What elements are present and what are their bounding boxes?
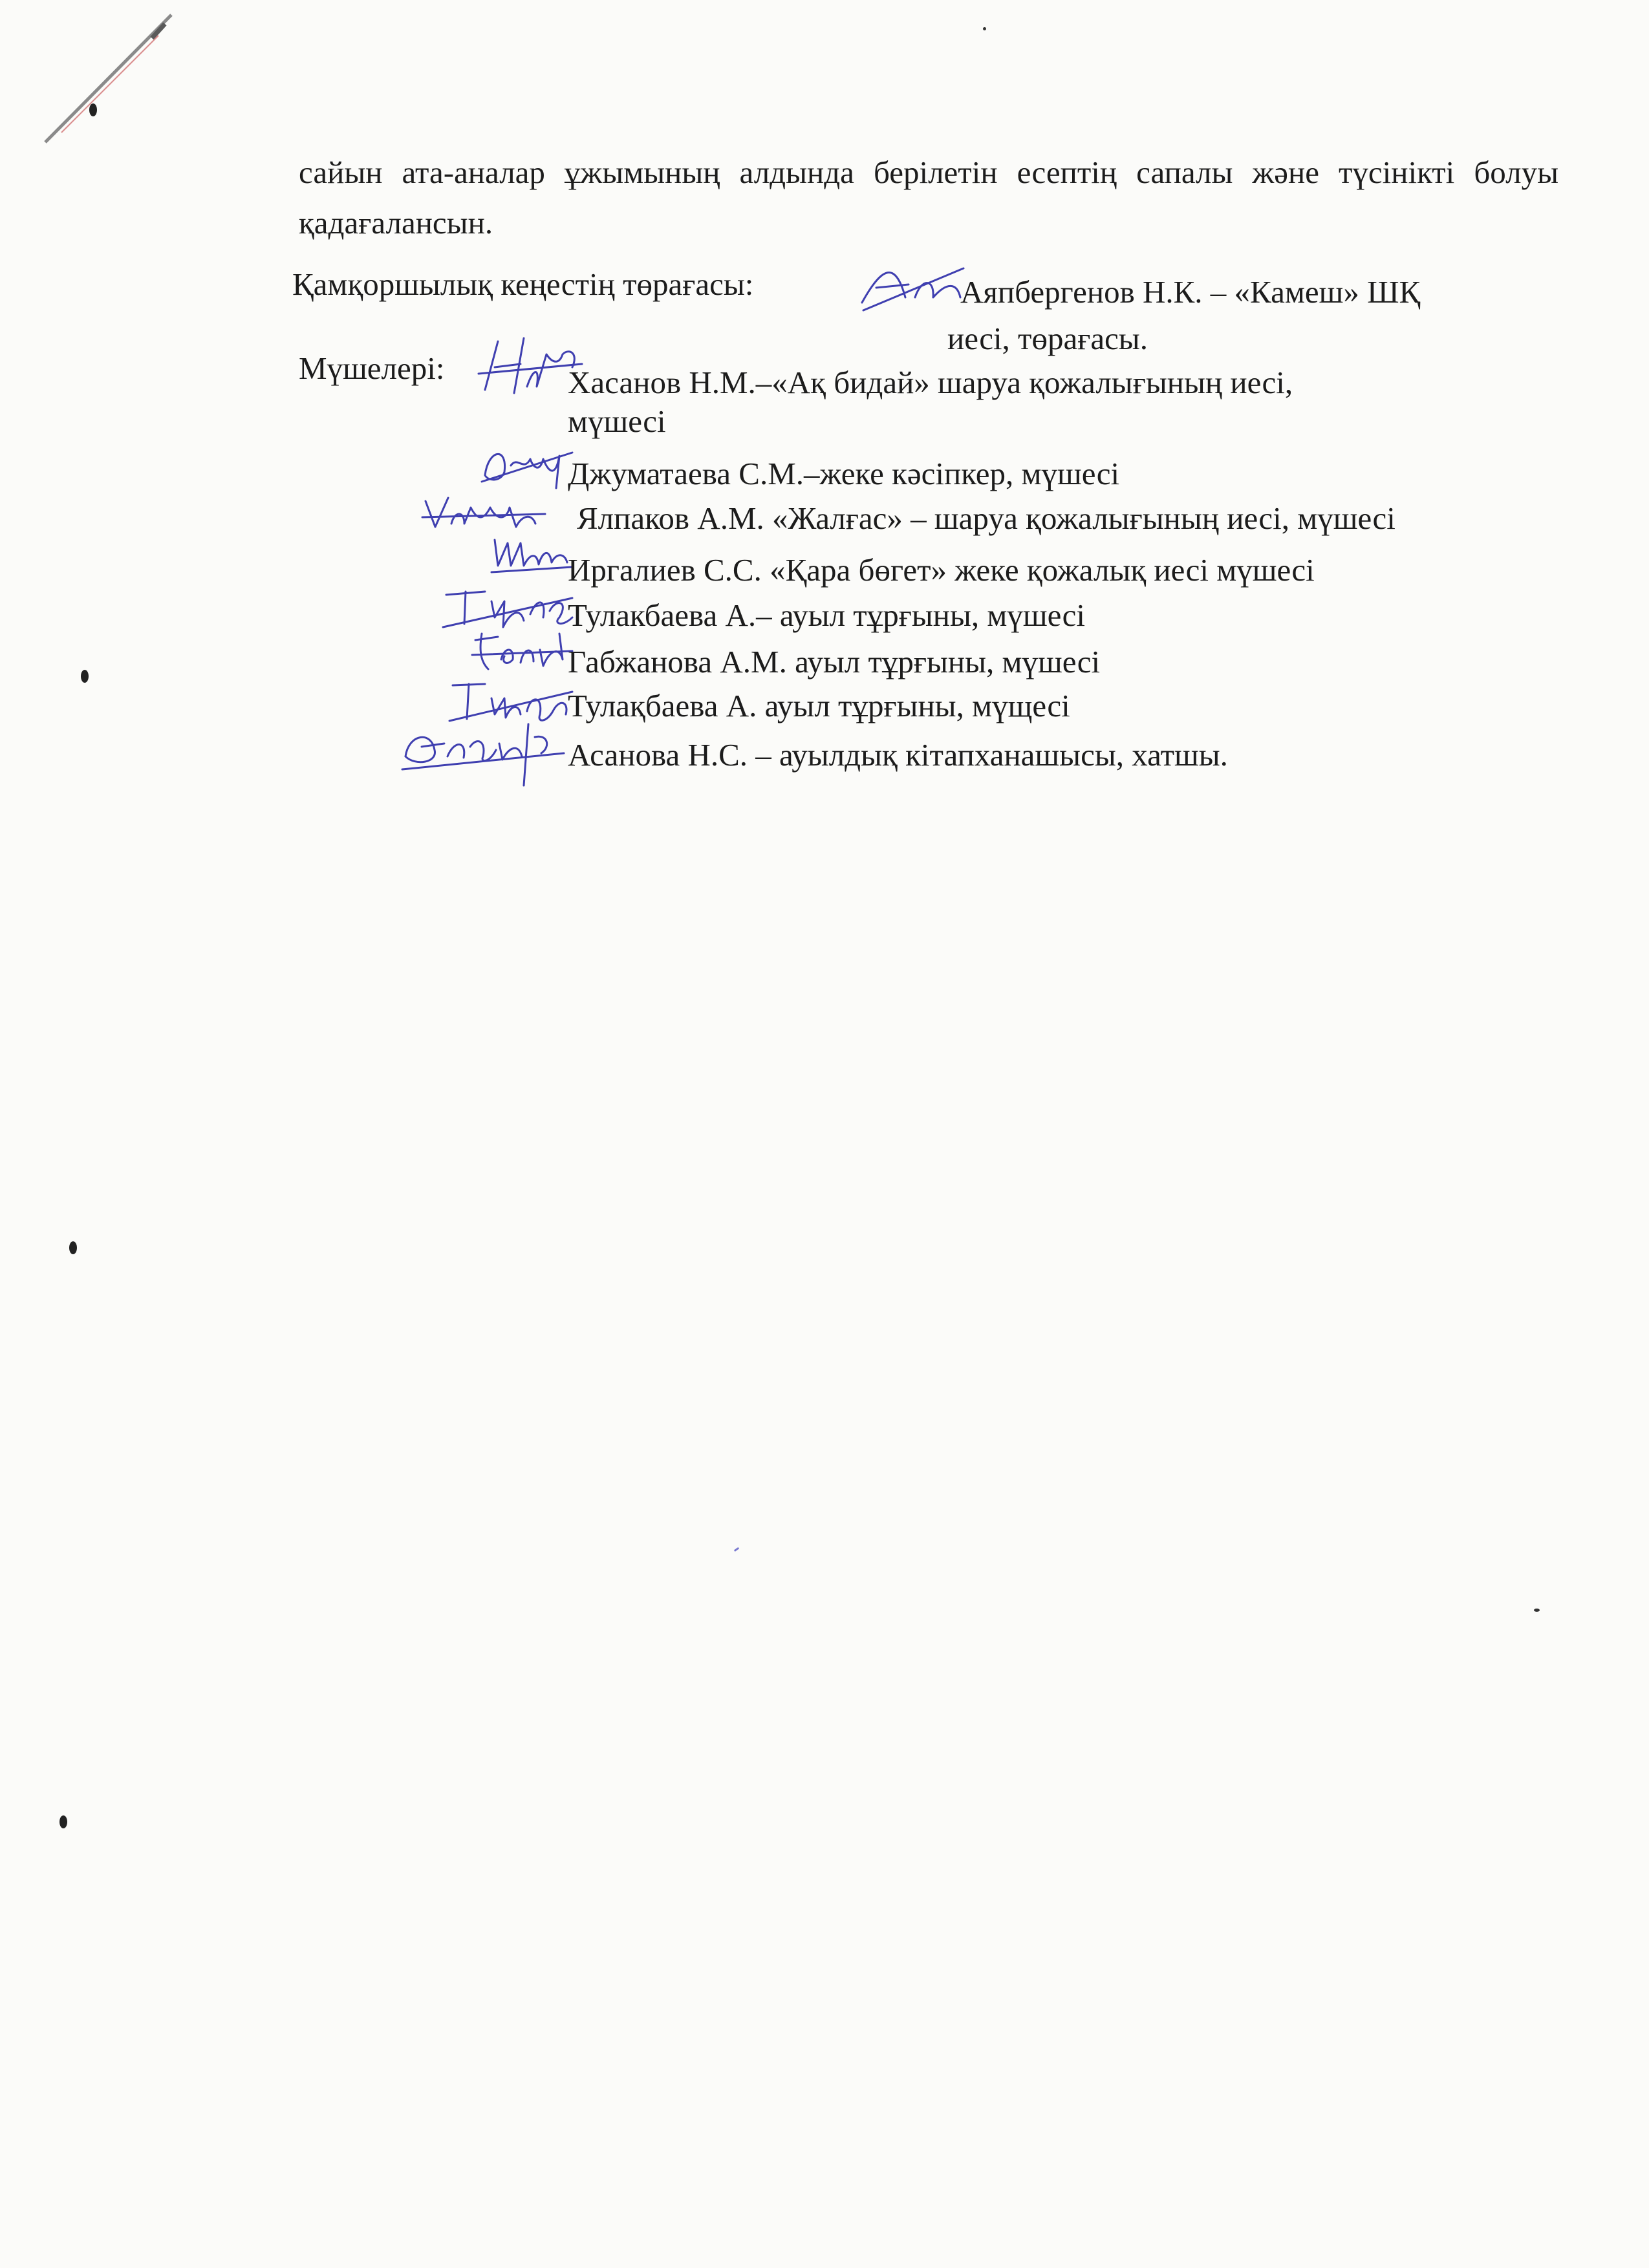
speck xyxy=(1534,1609,1540,1612)
member-3-line-1: Ялпаков А.М. «Жалғас» – шаруа қожалығының иесі, мүшесі xyxy=(577,500,1396,536)
member-5-line-1: Тулакбаева А.– ауыл тұрғыны, мүшесі xyxy=(568,597,1085,633)
member-1-line-1: Хасанов Н.М.–«Ақ бидай» шаруа қожалығының иесі, xyxy=(568,365,1293,400)
members-label: Мүшелері: xyxy=(299,350,445,386)
member-8-line-1: Асанова Н.С. – ауылдық кітапханашысы, хатшы. xyxy=(568,737,1228,773)
member-6-line-1: Габжанова А.М. ауыл тұрғыны, мүшесі xyxy=(568,644,1101,679)
member-signature-6 xyxy=(469,624,576,676)
punch-dot xyxy=(69,1241,77,1254)
member-signature-7 xyxy=(446,672,576,727)
member-7-line-1: Тулақбаева А. ауыл тұрғыны, мүщесі xyxy=(568,688,1070,723)
member-signature-4 xyxy=(488,527,576,579)
closing-paragraph: сайын ата-аналар ұжымының алдында берілетін есептің сапалы және түсінікті болуы қадағалансын. xyxy=(299,155,1558,241)
punch-dot xyxy=(59,1815,67,1828)
member-signature-5 xyxy=(440,575,576,634)
chair-signature xyxy=(857,252,967,323)
speck xyxy=(983,27,986,30)
member-2-line-1: Джуматаева С.М.–жеке кәсіпкер, мүшесі xyxy=(568,456,1120,491)
punch-dot xyxy=(89,103,97,116)
member-signature-2 xyxy=(479,436,576,495)
member-signature-8 xyxy=(396,711,570,789)
chair-label: Қамқоршылық кеңестің төрағасы: xyxy=(292,266,754,302)
member-4-line-1: Иргалиев С.С. «Қара бөгет» жеке қожалық иесі мүшесі xyxy=(568,552,1315,588)
punch-dot xyxy=(81,670,89,683)
chair-line-2: иесі, төрағасы. xyxy=(947,321,1148,356)
member-1-line-2: мүшесі xyxy=(568,403,666,439)
staple-mark xyxy=(26,10,181,152)
member-signature-3 xyxy=(419,488,548,540)
speck xyxy=(734,1547,739,1552)
chair-line-1: Аяпбергенов Н.К. – «Камеш» ШҚ xyxy=(960,274,1421,310)
